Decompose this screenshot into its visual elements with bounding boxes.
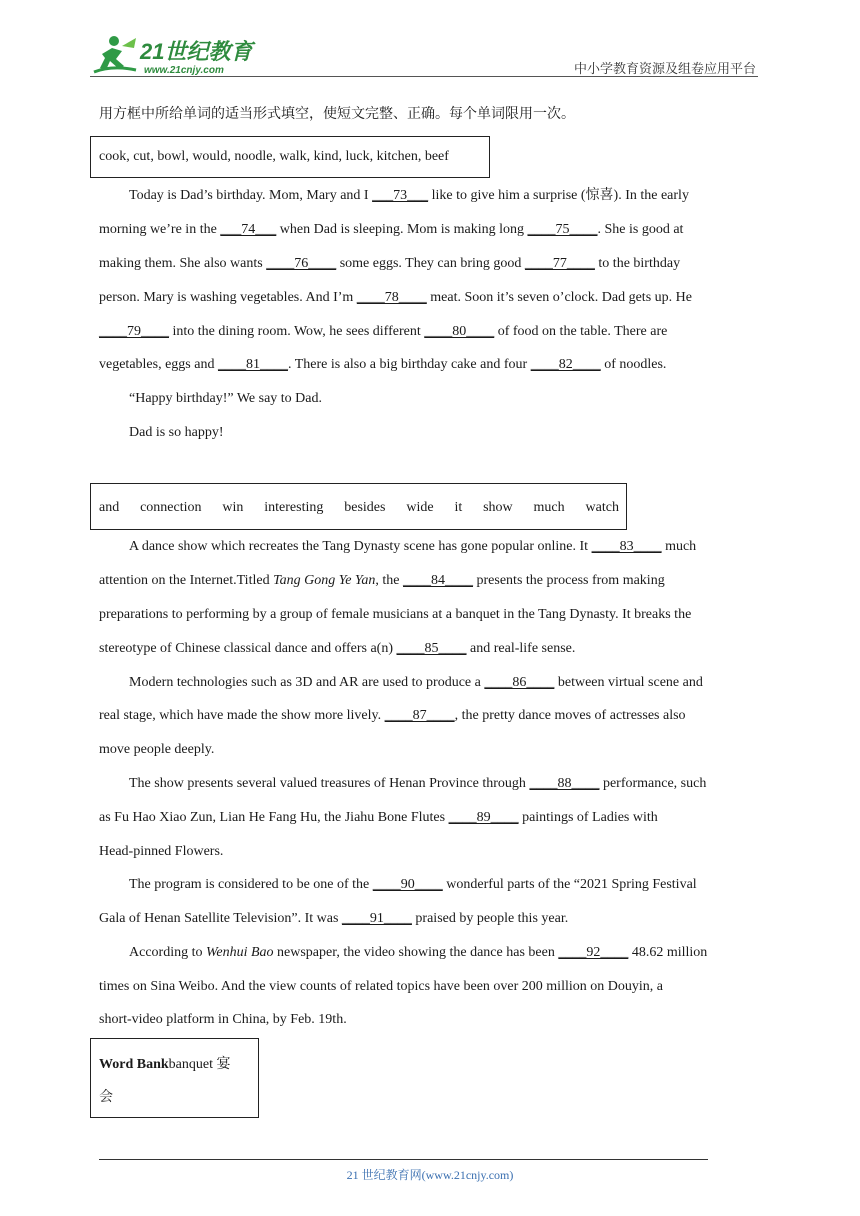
- passage2-line: stereotype of Chinese classical dance and offers a(n) ____85____ and real-life sense.: [99, 641, 576, 656]
- passage1-line: ____79____ into the dining room. Wow, he sees different ____80____ of food on the table. There are: [99, 324, 668, 339]
- word-item: connection: [140, 500, 202, 515]
- word-box-1-text: cook, cut, bowl, would, noodle, walk, kind, luck, kitchen, beef: [99, 149, 449, 164]
- logo-text: 21世纪教育: [140, 39, 253, 64]
- passage1-line: person. Mary is washing vegetables. And I’m ____78____ meat. Soon it’s seven o’clock. Dad gets up. He: [99, 290, 692, 305]
- passage2-line: as Fu Hao Xiao Zun, Lian He Fang Hu, the Jiahu Bone Flutes ____89____ paintings of Ladies with: [99, 810, 658, 825]
- blank-85: ____85____: [396, 641, 467, 656]
- passage1-line: making them. She also wants ____76____ some eggs. They can bring good ____77____ to the birthday: [99, 256, 681, 271]
- blank-92: ____92____: [558, 945, 629, 960]
- word-item: and: [99, 500, 120, 515]
- blank-78: ____78____: [356, 290, 427, 305]
- blank-73: ___73___: [372, 188, 429, 203]
- passage2-line: According to Wenhui Bao newspaper, the video showing the dance has been ____92____ 48.62 million: [129, 945, 708, 960]
- passage2-line: The program is considered to be one of the ____90____ wonderful parts of the “2021 Spring Festival: [129, 877, 697, 892]
- passage1-line: Dad is so happy!: [129, 425, 224, 440]
- passage2-line: Head-pinned Flowers.: [99, 844, 224, 859]
- blank-80: ____80____: [424, 324, 495, 339]
- word-item: watch: [585, 500, 619, 515]
- blank-76: ____76____: [266, 256, 337, 271]
- blank-83: ____83____: [591, 539, 662, 554]
- word-item: wide: [406, 500, 434, 515]
- blank-75: ____75____: [527, 222, 598, 237]
- footer-divider: [99, 1159, 708, 1160]
- header-divider: [90, 76, 758, 77]
- word-bank-line1: Word Bankbanquet 宴: [99, 1057, 231, 1072]
- page-header: [90, 30, 758, 78]
- blank-88: ____88____: [529, 776, 600, 791]
- passage2-line: times on Sina Weibo. And the view counts of related topics have been over 200 million on Douyin, a: [99, 979, 663, 994]
- passage2-line: A dance show which recreates the Tang Dynasty scene has gone popular online. It ____83____ much: [129, 539, 697, 554]
- blank-86: ____86____: [484, 675, 555, 690]
- word-item: it: [454, 500, 463, 515]
- passage2-line: Modern technologies such as 3D and AR are used to produce a ____86____ between virtual scene and: [129, 675, 703, 690]
- footer-text: 21 世纪教育网(www.21cnjy.com): [346, 1168, 514, 1182]
- passage2-line: short-video platform in China, by Feb. 19th.: [99, 1012, 347, 1027]
- passage1-line: morning we’re in the ___74___ when Dad is sleeping. Mom is making long ____75____. She is good at: [99, 222, 684, 237]
- word-bank-line2: 会: [99, 1090, 113, 1105]
- passage2-line: The show presents several valued treasures of Henan Province through ____88____ performance, such: [129, 776, 707, 791]
- word-box-2-words: [99, 500, 619, 516]
- word-item: win: [222, 500, 244, 515]
- word-bank-box: [90, 1038, 259, 1118]
- runner-icon: [94, 36, 136, 72]
- word-item: besides: [344, 500, 386, 515]
- passage1-line: “Happy birthday!” We say to Dad.: [129, 391, 322, 406]
- passage2-line: preparations to performing by a group of female musicians at a banquet in the Tang Dynasty. It breaks the: [99, 607, 692, 622]
- blank-77: ____77____: [524, 256, 595, 271]
- passage2-line: move people deeply.: [99, 742, 215, 757]
- blank-82: ____82____: [530, 357, 601, 372]
- word-item: much: [533, 500, 565, 515]
- passage2-line: Gala of Henan Satellite Television”. It was ____91____ praised by people this year.: [99, 911, 569, 926]
- passage1-line: Today is Dad’s birthday. Mom, Mary and I ___73___ like to give him a surprise (惊喜). In the early: [129, 188, 689, 203]
- blank-89: ____89____: [448, 810, 519, 825]
- blank-91: ____91____: [341, 911, 412, 926]
- blank-87: ____87____: [384, 708, 455, 723]
- blank-90: ____90____: [372, 877, 443, 892]
- word-bank-label: Word Bank: [99, 1057, 169, 1072]
- blank-84: ____84____: [403, 573, 474, 588]
- word-item: interesting: [264, 500, 324, 515]
- logo-url: www.21cnjy.com: [144, 65, 224, 76]
- passage1-line: vegetables, eggs and ____81____. There is also a big birthday cake and four ____82____ of noodles.: [99, 357, 667, 372]
- header-platform-text: 中小学教育资源及组卷应用平台: [573, 62, 756, 77]
- blank-79: ____79____: [99, 324, 169, 339]
- logo: [92, 32, 262, 76]
- word-item: show: [483, 500, 513, 515]
- passage2-line: real stage, which have made the show more lively. ____87____, the pretty dance moves of actresses also: [99, 708, 686, 723]
- blank-74: ___74___: [220, 222, 277, 237]
- passage2-line: attention on the Internet.Titled Tang Gong Ye Yan, the ____84____ presents the process from making: [99, 573, 665, 588]
- instruction-text: 用方框中所给单词的适当形式填空，使短文完整、正确。每个单词限用一次。: [99, 107, 575, 122]
- blank-81: ____81____: [217, 357, 288, 372]
